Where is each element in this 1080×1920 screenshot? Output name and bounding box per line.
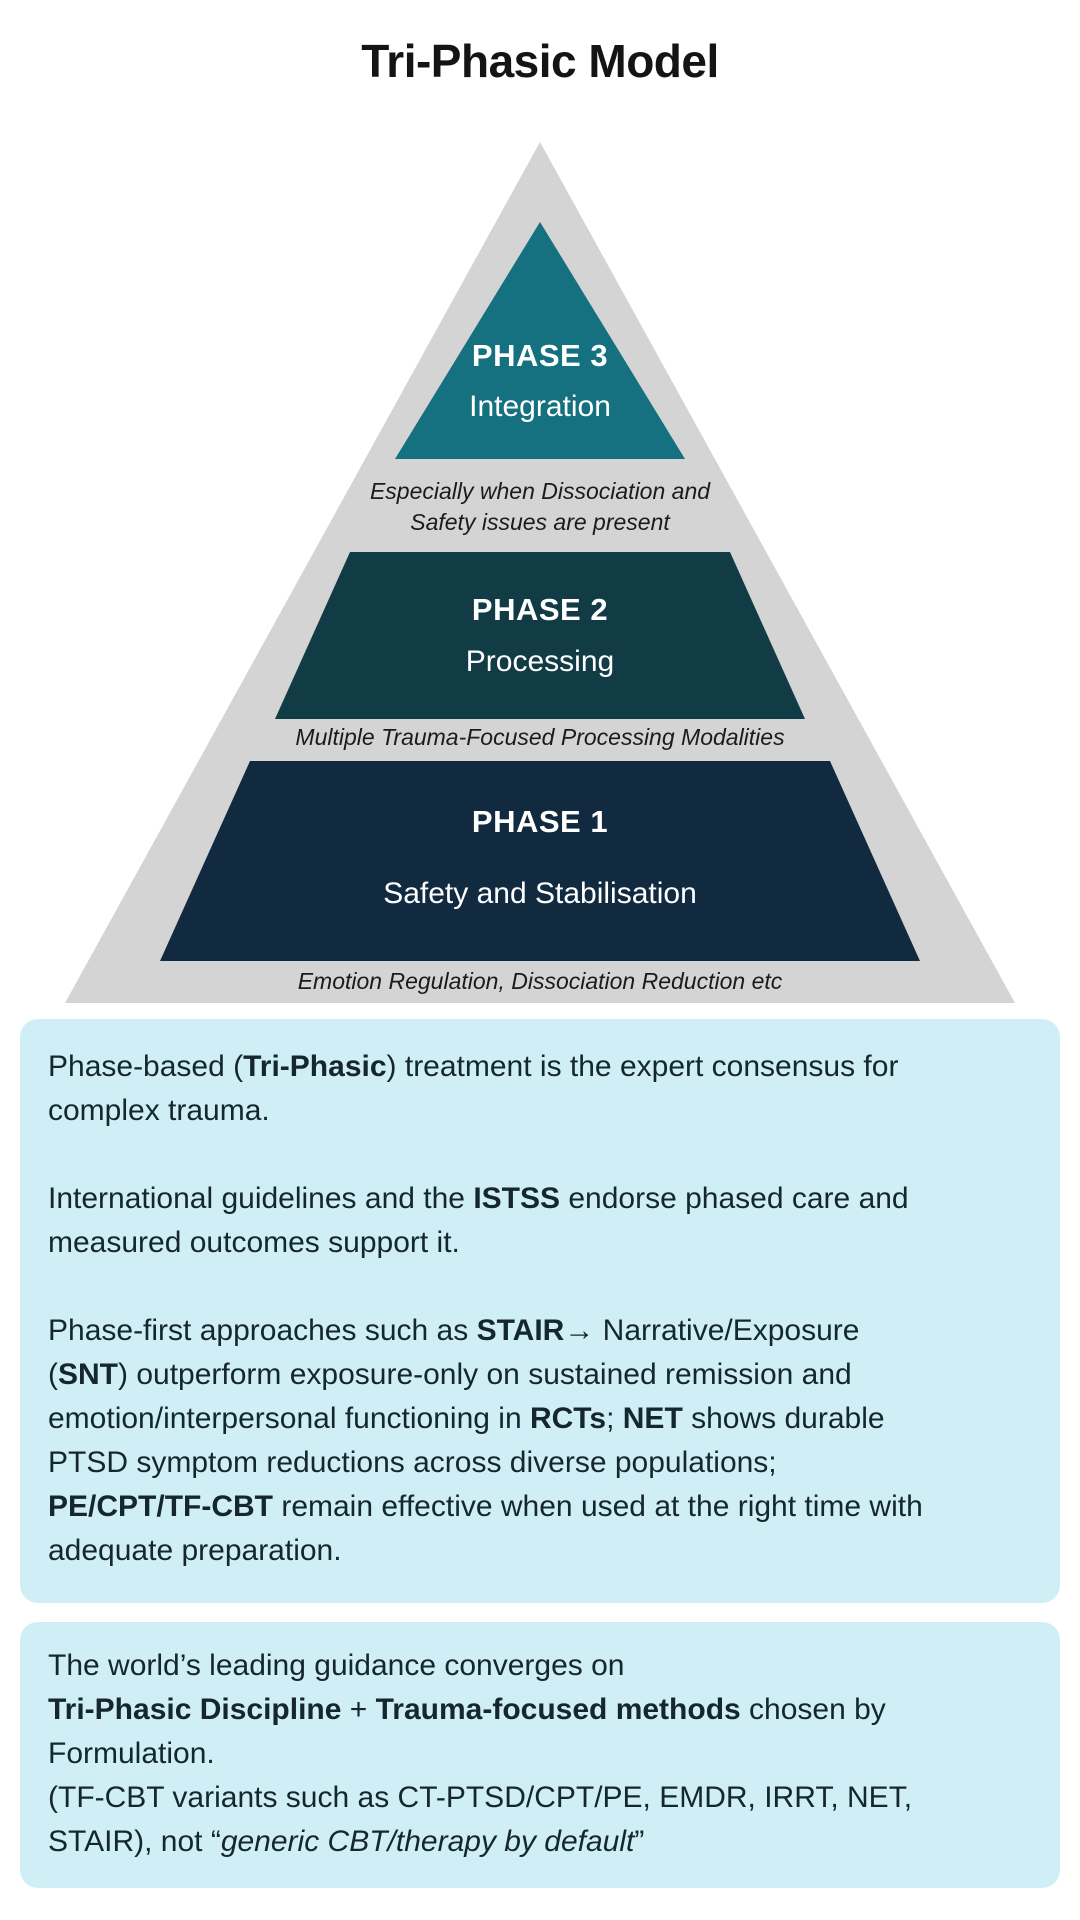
consensus-info-box	[20, 1019, 1060, 1603]
text-line: complex trauma.	[48, 1094, 270, 1127]
text-line: International guidelines and the ISTSS endorse phased care and	[48, 1182, 909, 1215]
info-paragraph-evidence	[48, 1309, 1032, 1573]
phase-3-sublabel: Integration	[469, 390, 611, 423]
phase-1-band	[160, 761, 920, 961]
page-title: Tri-Phasic Model	[361, 35, 719, 87]
info-paragraph-guidelines	[48, 1177, 1032, 1265]
phase-3-caption: Especially when Dissociation and Safety issues are present	[369, 478, 711, 535]
text-line: adequate preparation.	[48, 1534, 342, 1567]
text-line: Phase-based (Tri-Phasic) treatment is the expert consensus for	[48, 1050, 899, 1083]
phase-2-band	[275, 552, 805, 719]
text-line: emotion/interpersonal functioning in RCTs; NET shows durable	[48, 1402, 885, 1435]
text-line: The world’s leading guidance converges on	[48, 1649, 625, 1682]
text-line: measured outcomes support it.	[48, 1226, 460, 1259]
phase-1-caption: Emotion Regulation, Dissociation Reduction etc	[297, 968, 783, 994]
phase-1-sublabel: Safety and Stabilisation	[383, 877, 697, 910]
text-line: Formulation.	[48, 1737, 215, 1770]
text-line: PE/CPT/TF-CBT remain effective when used at the right time with	[48, 1490, 923, 1523]
phase-2-sublabel: Processing	[465, 645, 615, 678]
text-line: Tri-Phasic Discipline + Trauma-focused methods chosen by	[48, 1693, 886, 1726]
phase-1-label: PHASE 1	[471, 804, 609, 839]
info-paragraph-guidance	[48, 1644, 1032, 1864]
text-line: Phase-first approaches such as STAIR→ Narrative/Exposure	[48, 1314, 860, 1347]
phase-2-caption: Multiple Trauma-Focused Processing Modalities	[295, 724, 785, 750]
text-line: (SNT) outperform exposure-only on sustained remission and	[48, 1358, 852, 1391]
guidance-info-box	[20, 1622, 1060, 1888]
text-line: PTSD symptom reductions across diverse populations;	[48, 1446, 777, 1479]
phase-3-label: PHASE 3	[471, 338, 609, 373]
phase-2-label: PHASE 2	[471, 592, 609, 627]
info-paragraph-phase-based	[48, 1045, 1032, 1133]
text-line: STAIR), not “generic CBT/therapy by default”	[48, 1825, 645, 1858]
text-line: (TF-CBT variants such as CT-PTSD/CPT/PE, EMDR, IRRT, NET,	[48, 1781, 913, 1814]
